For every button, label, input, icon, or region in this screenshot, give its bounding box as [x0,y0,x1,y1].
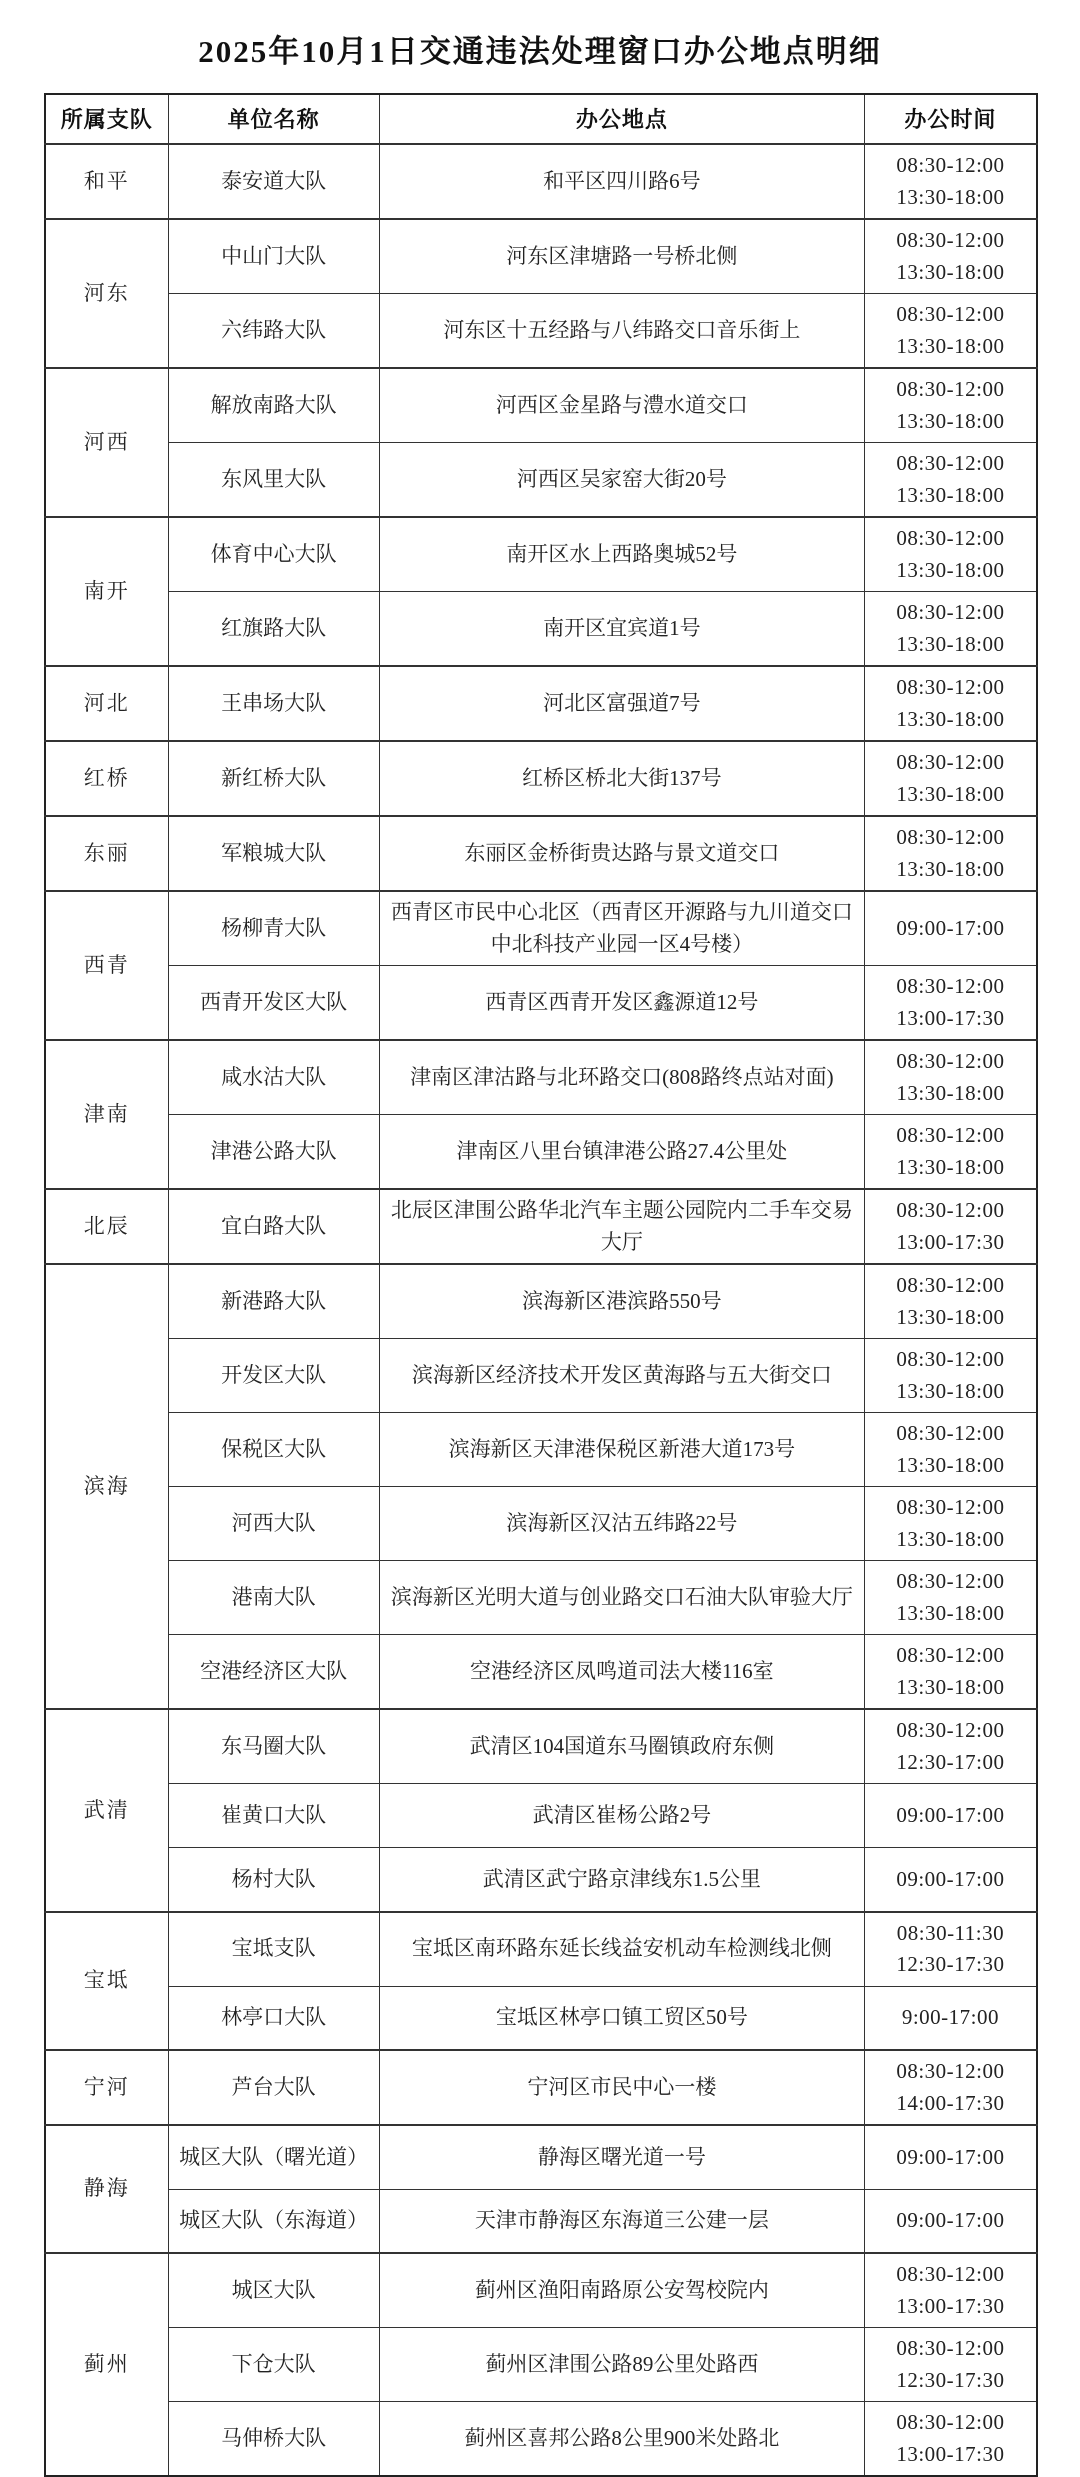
hours-line: 08:30-12:00 [896,675,1005,699]
unit-name-cell: 红旗路大队 [168,592,379,667]
hours-line: 13:00-17:30 [896,1005,1005,1030]
table-row [45,2189,1037,2253]
hours-line: 12:30-17:30 [896,2367,1005,2392]
office-address-cell: 宝坻区林亭口镇工贸区50号 [379,1986,864,2050]
office-address-cell: 河东区十五经路与八纬路交口音乐街上 [379,294,864,369]
hours-line: 08:30-12:00 [896,2059,1005,2083]
table-row [45,2402,1037,2477]
hours-line: 13:30-18:00 [896,706,1005,731]
table-row [45,1339,1037,1413]
office-address-cell: 武清区崔杨公路2号 [379,1784,864,1848]
unit-name-cell: 新红桥大队 [168,741,379,816]
detachment-cell: 南开 [45,517,168,666]
unit-name-cell: 解放南路大队 [168,368,379,443]
detachment-cell: 河西 [45,368,168,517]
hours-line: 13:30-18:00 [896,482,1005,507]
detachment-cell: 东丽 [45,816,168,891]
office-hours-cell [864,144,1037,219]
header-detachment: 所属支队 [45,94,168,144]
office-table-body [45,144,1037,2476]
unit-name-cell: 新港路大队 [168,1264,379,1339]
detachment-cell: 静海 [45,2125,168,2253]
office-address-cell: 静海区曙光道一号 [379,2125,864,2189]
office-address-cell: 南开区宜宾道1号 [379,592,864,667]
table-row [45,1784,1037,1848]
hours-line: 13:30-18:00 [896,259,1005,284]
hours-line: 13:30-18:00 [896,1452,1005,1477]
table-row [45,219,1037,294]
hours-line: 13:00-17:30 [896,2293,1005,2318]
office-address-cell: 滨海新区港滨路550号 [379,1264,864,1339]
office-address-cell: 滨海新区天津港保税区新港大道173号 [379,1413,864,1487]
office-hours-cell [864,592,1037,667]
table-row [45,2253,1037,2328]
table-row [45,1264,1037,1339]
detachment-cell: 武清 [45,1709,168,1912]
hours-line: 08:30-12:00 [896,1123,1005,1147]
unit-name-cell: 城区大队 [168,2253,379,2328]
hours-line: 13:30-18:00 [896,1080,1005,1105]
office-address-cell: 河西区吴家窑大街20号 [379,443,864,518]
unit-name-cell: 空港经济区大队 [168,1635,379,1710]
hours-line: 08:30-12:00 [896,1643,1005,1667]
unit-name-cell: 西青开发区大队 [168,966,379,1041]
office-hours-cell [864,294,1037,369]
header-unit: 单位名称 [168,94,379,144]
office-hours-cell [864,1986,1037,2050]
office-hours-cell [864,1912,1037,1987]
detachment-cell: 津南 [45,1040,168,1189]
office-address-cell: 宁河区市民中心一楼 [379,2050,864,2125]
hours-line: 12:30-17:30 [896,1952,1005,1976]
table-row [45,1189,1037,1264]
office-address-cell: 蓟州区津围公路89公里处路西 [379,2328,864,2402]
table-row [45,966,1037,1041]
office-hours-cell [864,816,1037,891]
table-row [45,1635,1037,1710]
table-row [45,1848,1037,1912]
table-row [45,2328,1037,2402]
office-hours-cell [864,1487,1037,1561]
table-row [45,1115,1037,1190]
hours-line: 08:30-12:00 [896,1421,1005,1445]
detachment-cell: 河东 [45,219,168,368]
office-hours-cell [864,891,1037,966]
detachment-cell: 蓟州 [45,2253,168,2476]
hours-line: 08:30-12:00 [896,153,1005,177]
hours-line: 13:30-18:00 [896,1526,1005,1551]
table-row [45,891,1037,966]
table-row [45,1413,1037,1487]
hours-line: 14:00-17:30 [896,2090,1005,2115]
office-hours-cell [864,966,1037,1041]
unit-name-cell: 泰安道大队 [168,144,379,219]
hours-line: 08:30-12:00 [896,2336,1005,2360]
unit-name-cell: 马伸桥大队 [168,2402,379,2477]
office-address-cell: 空港经济区凤鸣道司法大楼116室 [379,1635,864,1710]
unit-name-cell: 城区大队（东海道） [168,2189,379,2253]
header-address: 办公地点 [379,94,864,144]
office-hours-cell [864,1784,1037,1848]
hours-line: 08:30-12:00 [896,302,1005,326]
office-locations-table [44,93,1038,2477]
table-row [45,517,1037,592]
office-address-cell: 河西区金星路与澧水道交口 [379,368,864,443]
table-row [45,2050,1037,2125]
table-header [45,94,1037,144]
office-address-cell: 红桥区桥北大街137号 [379,741,864,816]
office-hours-cell [864,2402,1037,2477]
unit-name-cell: 中山门大队 [168,219,379,294]
office-hours-cell [864,1635,1037,1710]
detachment-cell: 滨海 [45,1264,168,1709]
hours-line: 08:30-12:00 [896,228,1005,252]
unit-name-cell: 下仓大队 [168,2328,379,2402]
hours-line: 09:00-17:00 [896,1866,1005,1891]
hours-line: 08:30-12:00 [896,1049,1005,1073]
unit-name-cell: 东风里大队 [168,443,379,518]
unit-name-cell: 东马圈大队 [168,1709,379,1784]
table-row [45,816,1037,891]
hours-line: 13:30-18:00 [896,781,1005,806]
hours-line: 08:30-12:00 [896,1273,1005,1297]
hours-line: 13:30-18:00 [896,1154,1005,1179]
hours-line: 08:30-12:00 [896,2410,1005,2434]
hours-line: 08:30-12:00 [896,600,1005,624]
table-row [45,1709,1037,1784]
detachment-cell: 红桥 [45,741,168,816]
unit-name-cell: 宜白路大队 [168,1189,379,1264]
office-address-cell: 南开区水上西路奥城52号 [379,517,864,592]
hours-line: 08:30-12:00 [896,451,1005,475]
hours-line: 09:00-17:00 [896,2208,1005,2232]
office-hours-cell [864,2253,1037,2328]
hours-line: 08:30-12:00 [896,750,1005,774]
table-row [45,1561,1037,1635]
hours-line: 13:30-18:00 [896,1674,1005,1699]
office-address-cell: 津南区津沽路与北环路交口(808路终点站对面) [379,1040,864,1115]
detachment-cell: 宝坻 [45,1912,168,2051]
hours-line: 08:30-12:00 [896,1347,1005,1371]
office-address-cell: 和平区四川路6号 [379,144,864,219]
office-address-cell: 北辰区津围公路华北汽车主题公园院内二手车交易大厅 [379,1189,864,1264]
table-row [45,1912,1037,1987]
unit-name-cell: 军粮城大队 [168,816,379,891]
unit-name-cell: 六纬路大队 [168,294,379,369]
office-address-cell: 武清区104国道东马圈镇政府东侧 [379,1709,864,1784]
hours-line: 08:30-11:30 [896,1920,1005,1945]
table-row [45,592,1037,667]
hours-line: 13:30-18:00 [896,631,1005,656]
office-address-cell: 河北区富强道7号 [379,666,864,741]
hours-line: 09:00-17:00 [896,915,1005,940]
unit-name-cell: 河西大队 [168,1487,379,1561]
office-hours-cell [864,666,1037,741]
unit-name-cell: 咸水沽大队 [168,1040,379,1115]
detachment-cell: 北辰 [45,1189,168,1264]
header-row [45,94,1037,144]
hours-line: 08:30-12:00 [896,1569,1005,1593]
table-row [45,741,1037,816]
office-hours-cell [864,741,1037,816]
office-hours-cell [864,1709,1037,1784]
hours-line: 08:30-12:00 [896,2262,1005,2286]
table-row [45,443,1037,518]
table-row [45,1986,1037,2050]
office-address-cell: 西青区市民中心北区（西青区开源路与九川道交口中北科技产业园一区4号楼） [379,891,864,966]
office-address-cell: 滨海新区光明大道与创业路交口石油大队审验大厅 [379,1561,864,1635]
office-hours-cell [864,1040,1037,1115]
hours-line: 13:30-18:00 [896,333,1005,358]
office-hours-cell [864,1413,1037,1487]
office-hours-cell [864,1264,1037,1339]
office-hours-cell [864,2189,1037,2253]
hours-line: 13:00-17:30 [896,1229,1005,1254]
hours-line: 08:30-12:00 [896,974,1005,998]
unit-name-cell: 王串场大队 [168,666,379,741]
table-row [45,666,1037,741]
hours-line: 13:30-18:00 [896,1600,1005,1625]
hours-line: 08:30-12:00 [896,1718,1005,1742]
office-address-cell: 滨海新区汉沽五纬路22号 [379,1487,864,1561]
office-hours-cell [864,443,1037,518]
hours-line: 13:30-18:00 [896,557,1005,582]
office-address-cell: 蓟州区喜邦公路8公里900米处路北 [379,2402,864,2477]
hours-line: 08:30-12:00 [896,1495,1005,1519]
header-hours: 办公时间 [864,94,1037,144]
table-row [45,144,1037,219]
office-hours-cell [864,1189,1037,1264]
unit-name-cell: 保税区大队 [168,1413,379,1487]
hours-line: 13:30-18:00 [896,1304,1005,1329]
unit-name-cell: 津港公路大队 [168,1115,379,1190]
office-hours-cell [864,1339,1037,1413]
hours-line: 09:00-17:00 [896,1802,1005,1827]
office-address-cell: 蓟州区渔阳南路原公安驾校院内 [379,2253,864,2328]
detachment-cell: 西青 [45,891,168,1040]
hours-line: 13:30-18:00 [896,184,1005,209]
hours-line: 13:00-17:30 [896,2441,1005,2466]
hours-line: 13:30-18:00 [896,408,1005,433]
office-address-cell: 武清区武宁路京津线东1.5公里 [379,1848,864,1912]
unit-name-cell: 城区大队（曙光道） [168,2125,379,2189]
unit-name-cell: 崔黄口大队 [168,1784,379,1848]
page-title: 2025年10月1日交通违法处理窗口办公地点明细 [198,34,882,69]
detachment-cell: 河北 [45,666,168,741]
hours-line: 09:00-17:00 [896,2144,1005,2169]
office-hours-cell [864,2050,1037,2125]
hours-line: 12:30-17:00 [896,1749,1005,1774]
office-address-cell: 滨海新区经济技术开发区黄海路与五大街交口 [379,1339,864,1413]
office-hours-cell [864,2328,1037,2402]
office-address-cell: 河东区津塘路一号桥北侧 [379,219,864,294]
hours-line: 9:00-17:00 [901,2005,1000,2029]
hours-line: 08:30-12:00 [896,526,1005,550]
office-hours-cell [864,1115,1037,1190]
unit-name-cell: 宝坻支队 [168,1912,379,1987]
office-address-cell: 天津市静海区东海道三公建一层 [379,2189,864,2253]
office-hours-cell [864,1848,1037,1912]
hours-line: 13:30-18:00 [896,856,1005,881]
unit-name-cell: 港南大队 [168,1561,379,1635]
table-row [45,368,1037,443]
office-address-cell: 津南区八里台镇津港公路27.4公里处 [379,1115,864,1190]
office-address-cell: 东丽区金桥街贵达路与景文道交口 [379,816,864,891]
table-row [45,2125,1037,2189]
unit-name-cell: 开发区大队 [168,1339,379,1413]
table-row [45,1487,1037,1561]
unit-name-cell: 杨村大队 [168,1848,379,1912]
hours-line: 08:30-12:00 [896,377,1005,401]
office-hours-cell [864,517,1037,592]
unit-name-cell: 体育中心大队 [168,517,379,592]
detachment-cell: 和平 [45,144,168,219]
hours-line: 13:30-18:00 [896,1378,1005,1403]
unit-name-cell: 杨柳青大队 [168,891,379,966]
unit-name-cell: 林亭口大队 [168,1986,379,2050]
office-hours-cell [864,1561,1037,1635]
office-hours-cell [864,368,1037,443]
office-hours-cell [864,219,1037,294]
hours-line: 08:30-12:00 [896,825,1005,849]
detachment-cell: 宁河 [45,2050,168,2125]
office-hours-cell [864,2125,1037,2189]
table-row [45,1040,1037,1115]
hours-line: 08:30-12:00 [896,1198,1005,1222]
unit-name-cell: 芦台大队 [168,2050,379,2125]
office-address-cell: 宝坻区南环路东延长线益安机动车检测线北侧 [379,1912,864,1987]
table-row [45,294,1037,369]
office-address-cell: 西青区西青开发区鑫源道12号 [379,966,864,1041]
